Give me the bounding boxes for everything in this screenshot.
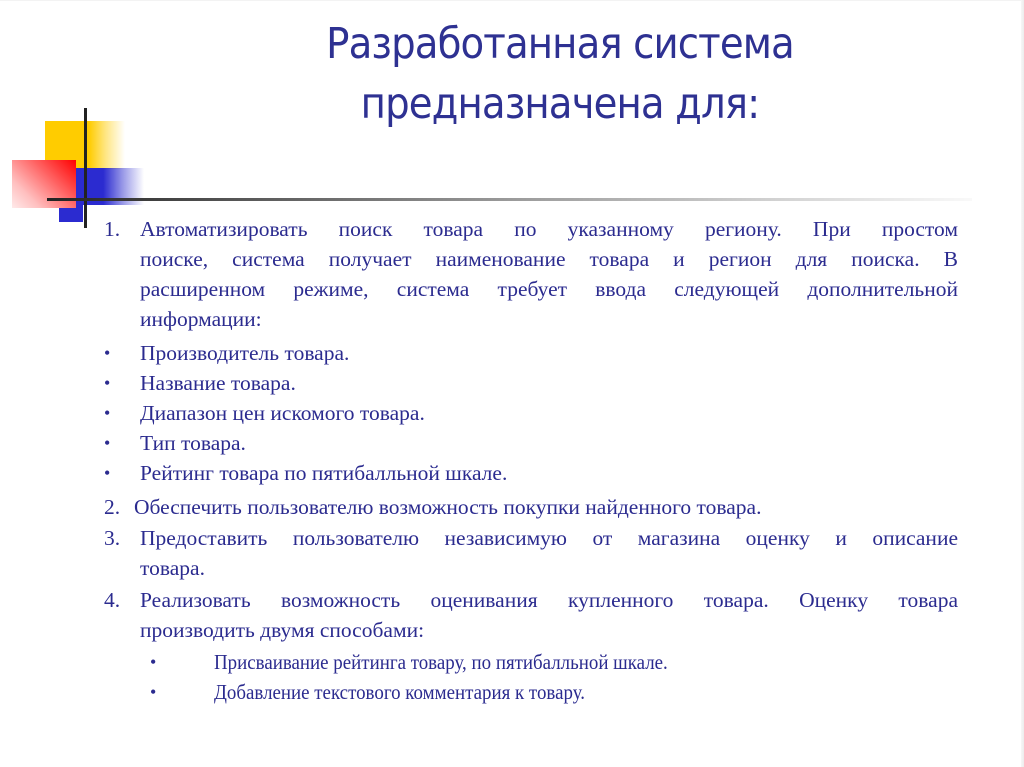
list-marker-1: 1. [104, 217, 121, 241]
title-divider-line [47, 198, 972, 201]
slide-title [218, 14, 902, 134]
sub-bullet-rating: Присваивание рейтинга товару, по пятибалльной шкале. [214, 650, 668, 674]
bullet-icon: • [104, 403, 111, 423]
sub-bullet-icon: • [150, 682, 157, 702]
sub-bullet-comment: Добавление текстового комментария к товару. [214, 680, 586, 704]
item-3-line-2: товара. [140, 556, 205, 580]
list-marker-2: 2. [104, 495, 121, 519]
title-line-1: Разработанная система [326, 19, 794, 69]
decor-vertical-line [84, 108, 87, 228]
bullet-rating: Рейтинг товара по пятибалльной шкале. [140, 461, 508, 485]
item-4-line-1: Реализовать возможность оценивания купленного товара. Оценку товара [140, 588, 958, 612]
title-line-2: предназначена для: [360, 79, 760, 129]
item-1-line-1: Автоматизировать поиск товара по указанному региону. При простом [140, 217, 958, 241]
bullet-manufacturer: Производитель товара. [140, 341, 350, 365]
item-4-line-2: производить двумя способами: [140, 618, 425, 642]
slide-top-edge [0, 0, 1024, 1]
bullet-icon: • [104, 373, 111, 393]
bullet-icon: • [104, 433, 111, 453]
sub-bullet-icon: • [150, 652, 157, 672]
bullet-product-type: Тип товара. [140, 431, 246, 455]
bullet-price-range: Диапазон цен искомого товара. [140, 401, 425, 425]
bullet-product-name: Название товара. [140, 371, 296, 395]
bullet-icon: • [104, 343, 111, 363]
item-1-line-4: информации: [140, 307, 262, 331]
list-marker-3: 3. [104, 526, 121, 550]
item-1-line-2: поиске, система получает наименование товара и регион для поиска. В [140, 247, 958, 271]
list-marker-4: 4. [104, 588, 121, 612]
bullet-icon: • [104, 463, 111, 483]
item-3-line-1: Предоставить пользователю независимую от магазина оценку и описание [140, 526, 958, 550]
item-2-text: Обеспечить пользователю возможность покупки найденного товара. [134, 495, 762, 519]
item-1-line-3: расширенном режиме, система требует ввода следующей дополнительной [140, 277, 958, 301]
